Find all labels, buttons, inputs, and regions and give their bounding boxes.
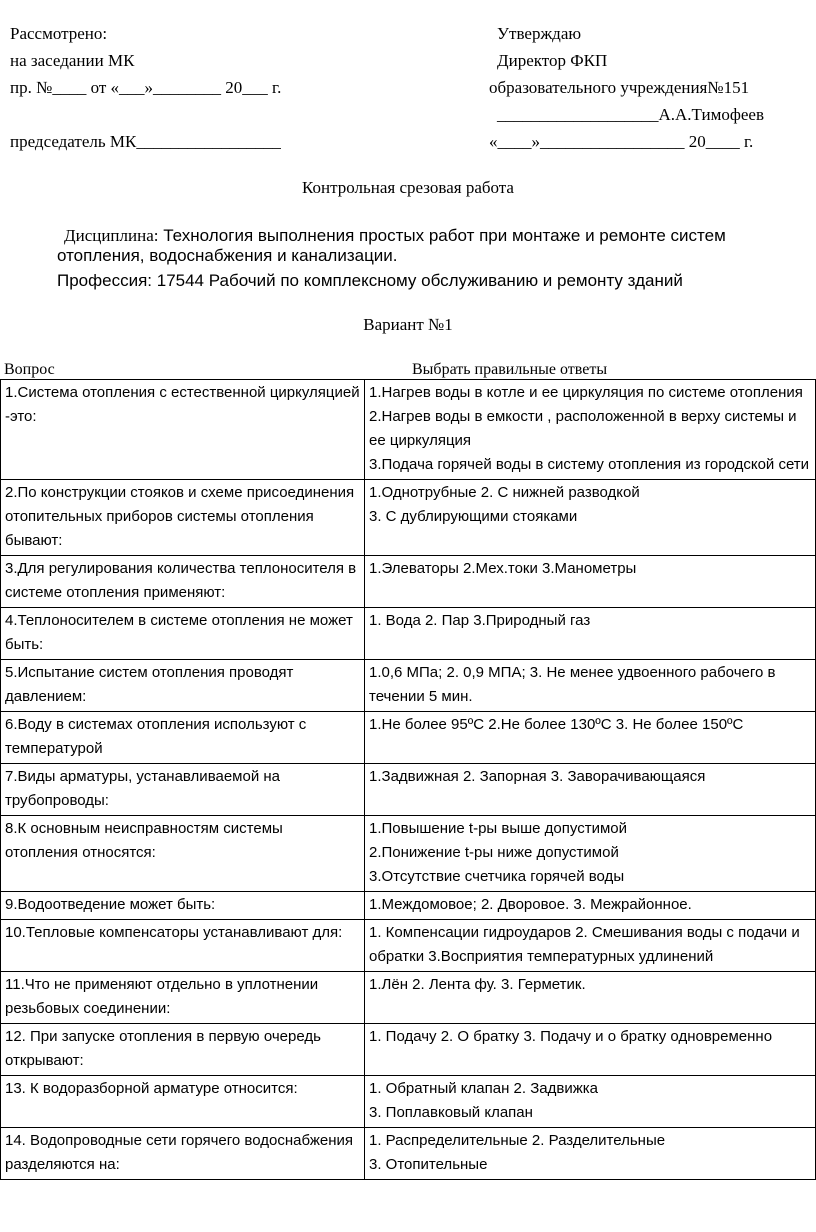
answer-option: 1.Нагрев воды в котле и ее циркуляция по системе отопления [369, 384, 803, 401]
answer-option: 1.Элеваторы 2.Мех.токи 3.Манометры [369, 560, 637, 577]
answers-cell [365, 1076, 816, 1128]
answer-option: 3.Подача горячей воды в систему отопления из городской сети [369, 456, 810, 473]
answer-option: 2.Нагрев воды в емкости , расположенной в верху системы и ее циркуляция [369, 408, 797, 449]
question-cell: 9.Водоотведение может быть: [1, 892, 365, 920]
answer-option: 1.Лён 2. Лента фу. 3. Герметик. [369, 976, 586, 993]
header-right-line: ___________________А.А.Тимофеев [497, 105, 765, 124]
table-row [1, 380, 816, 480]
table-row [1, 608, 816, 660]
question-cell: 4.Теплоносителем в системе отопления не может быть: [1, 608, 365, 660]
header-right-line: Утверждаю [497, 24, 582, 43]
answers-cell [365, 608, 816, 660]
answers-cell [365, 712, 816, 764]
answer-option: 1. Подачу 2. О братку 3. Подачу и о братку одновременно [369, 1028, 773, 1045]
header-right-line: образовательного учреждения№151 [489, 78, 750, 97]
question-cell: 8.К основным неисправностям системы отопления относятся: [1, 816, 365, 892]
answer-option: 1. Компенсации гидроударов 2. Смешивания воды с подачи и обратки 3.Восприятия температурных удлинений [369, 924, 800, 965]
header-right-line: «____»_________________ 20____ г. [489, 132, 754, 151]
variant-title: Вариант №1 [363, 315, 453, 334]
table-row [1, 764, 816, 816]
table-row [1, 972, 816, 1024]
answers-cell [365, 816, 816, 892]
answers-cell [365, 972, 816, 1024]
answer-option: 1. Распределительные 2. Разделительные [369, 1132, 666, 1149]
document-title: Контрольная срезовая работа [302, 178, 514, 197]
answers-cell [365, 480, 816, 556]
answers-cell [365, 920, 816, 972]
table-row [1, 892, 816, 920]
table-row [1, 1076, 816, 1128]
answers-cell [365, 764, 816, 816]
answers-cell [365, 380, 816, 480]
question-cell: 6.Воду в системах отопления используют с температурой [1, 712, 365, 764]
header-left-line: председатель МК_________________ [10, 132, 281, 151]
header-left-line: Рассмотрено: [10, 24, 108, 43]
question-cell: 13. К водоразборной арматуре относится: [1, 1076, 365, 1128]
answers-cell [365, 660, 816, 712]
answer-option: 3. Отопительные [369, 1156, 488, 1173]
question-cell: 11.Что не применяют отдельно в уплотнении резьбовых соединении: [1, 972, 365, 1024]
table-row [1, 1024, 816, 1076]
header-right-line: Директор ФКП [497, 51, 608, 70]
answers-cell [365, 892, 816, 920]
question-cell: 1.Система отопления с естественной циркуляцией -это: [1, 380, 365, 480]
question-cell: 10.Тепловые компенсаторы устанавливают для: [1, 920, 365, 972]
profession-block [57, 271, 797, 291]
table-row [1, 920, 816, 972]
answer-option: 1.Междомовое; 2. Дворовое. 3. Межрайонное. [369, 896, 692, 913]
question-cell: 2.По конструкции стояков и схеме присоединения отопительных приборов системы отопления бывают: [1, 480, 365, 556]
table-row [1, 1128, 816, 1180]
profession-label: Профессия: [57, 271, 152, 290]
answer-option: 1.Однотрубные 2. С нижней разводкой [369, 484, 640, 501]
answer-option: 1. Обратный клапан 2. Задвижка [369, 1080, 598, 1097]
table-row [1, 480, 816, 556]
question-cell: 12. При запуске отопления в первую очередь открывают: [1, 1024, 365, 1076]
answer-option: 2.Понижение t-ры ниже допустимой [369, 844, 619, 861]
discipline-label: Дисциплина: [64, 226, 159, 245]
header-left-line: на заседании МК [10, 51, 135, 70]
column-header-question: Вопрос [4, 361, 55, 378]
answer-option: 1.Задвижная 2. Запорная 3. Заворачивающаяся [369, 768, 706, 785]
table-row [1, 816, 816, 892]
table-row [1, 660, 816, 712]
table-row [1, 556, 816, 608]
question-cell: 7.Виды арматуры, устанавливаемой на трубопроводы: [1, 764, 365, 816]
answer-option: 1.Не более 95ºС 2.Не более 130ºС 3. Не более 150ºС [369, 716, 744, 733]
profession-text: 17544 Рабочий по комплексному обслуживанию и ремонту зданий [156, 271, 683, 290]
table-row [1, 712, 816, 764]
question-cell: 5.Испытание систем отопления проводят давлением: [1, 660, 365, 712]
questions-table [0, 379, 816, 1180]
column-header-answers: Выбрать правильные ответы [412, 361, 608, 378]
answers-cell [365, 1024, 816, 1076]
answer-option: 3.Отсутствие счетчика горячей воды [369, 868, 625, 885]
answers-cell [365, 556, 816, 608]
header-left-line: пр. №____ от «___»________ 20___ г. [10, 78, 282, 97]
discipline-block [57, 226, 797, 266]
answers-cell [365, 1128, 816, 1180]
answer-option: 1. Вода 2. Пар 3.Природный газ [369, 612, 591, 629]
answer-option: 3. Поплавковый клапан [369, 1104, 533, 1121]
discipline-text: Технология выполнения простых работ при монтаже и ремонте систем отопления, водоснабжения и канализации. [57, 226, 726, 265]
answer-option: 1.Повышение t-ры выше допустимой [369, 820, 628, 837]
answer-option: 3. С дублирующими стояками [369, 508, 578, 525]
question-cell: 3.Для регулирования количества теплоносителя в системе отопления применяют: [1, 556, 365, 608]
answer-option: 1.0,6 МПа; 2. 0,9 МПА; 3. Не менее удвоенного рабочего в течении 5 мин. [369, 664, 776, 705]
question-cell: 14. Водопроводные сети горячего водоснабжения разделяются на: [1, 1128, 365, 1180]
